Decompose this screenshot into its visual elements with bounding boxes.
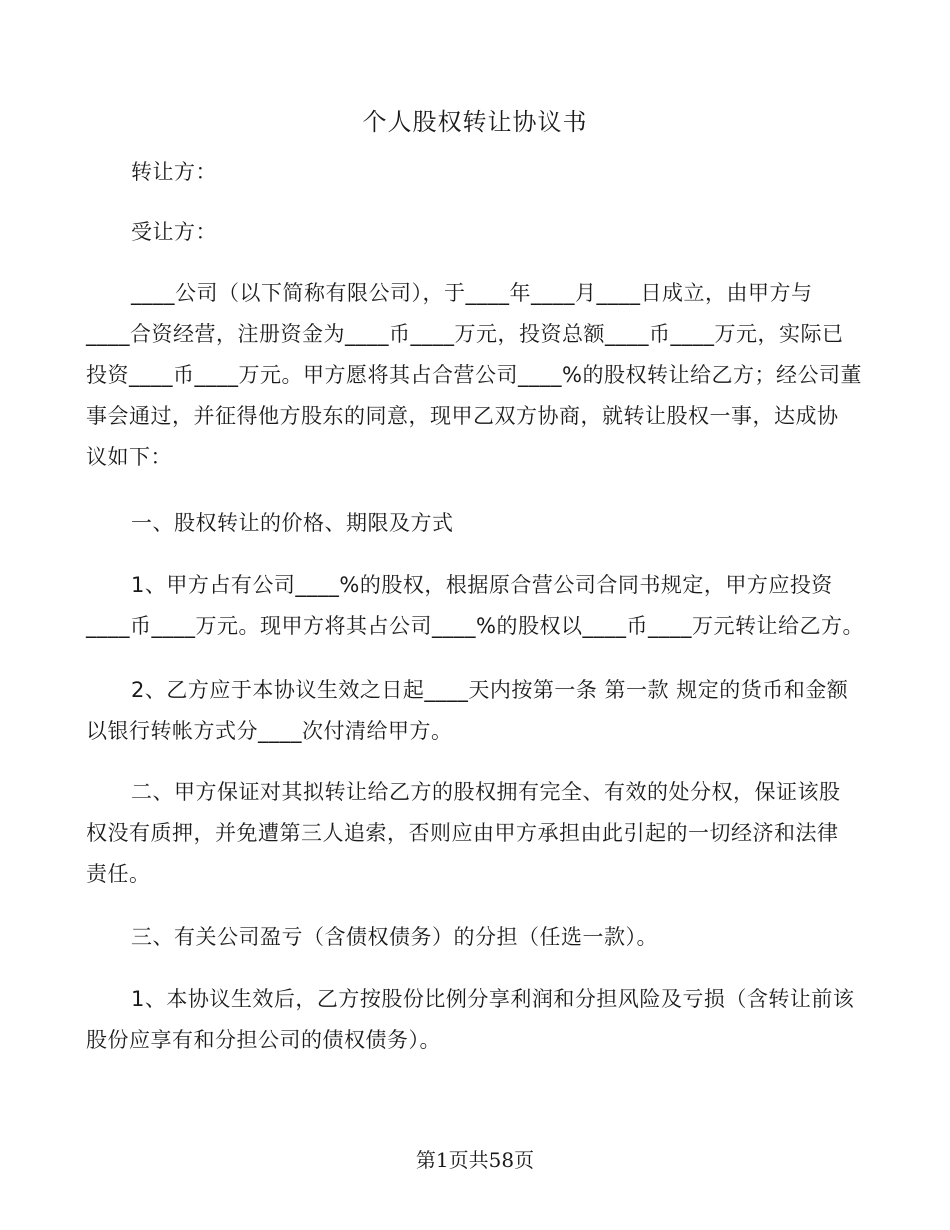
section3-heading: 三、有关公司盈亏（含债权债务）的分担（任选一款）。 [131,925,658,949]
section2-line: 责任。 [86,862,151,886]
intro-line: 事会通过，并征得他方股东的同意，现甲乙双方协商，就转让股权一事，达成协 [86,404,839,428]
intro-line: ____合资经营，注册资金为____币____万元，投资总额____币____万元，实际已 [86,322,844,346]
transferor-label: 转让方： [131,160,217,184]
section1-item1-line: ____币____万元。现甲方将其占公司____%的股权以____币____万元转让给乙方。 [86,614,864,638]
section1-item1-paragraph [86,565,866,647]
section1-heading: 一、股权转让的价格、期限及方式 [131,511,454,535]
page-indicator: 第1页共58页 [415,1148,535,1172]
intro-line: ____公司（以下简称有限公司），于____年____月____日成立，由甲方与 [131,281,813,305]
section3-item1-paragraph [86,979,866,1061]
intro-paragraph [86,273,866,478]
section1-item2-paragraph [86,670,866,752]
section3-item1-line: 股份应享有和分担公司的债权债务）。 [86,1028,441,1052]
section3-item1-line: 1、本协议生效后，乙方按股份比例分享利润和分担风险及亏损（含转让前该 [131,987,855,1011]
transferee-label: 受让方： [131,220,217,244]
section1-item2-line: 以银行转帐方式分____次付清给甲方。 [86,719,453,743]
intro-line: 投资____币____万元。甲方愿将其占合营公司____%的股权转让给乙方；经公司董 [86,363,862,387]
section1-item2-line: 2、乙方应于本协议生效之日起____天内按第一条 第一款 规定的货币和金额 [131,678,849,702]
section2-line: 权没有质押，并免遭第三人追索，否则应由甲方承担由此引起的一切经济和法律 [86,821,839,845]
intro-line: 议如下： [86,445,172,469]
document-title: 个人股权转让协议书 [362,108,588,136]
section2-paragraph [86,772,866,895]
section1-item1-line: 1、甲方占有公司____%的股权，根据原合营公司合同书规定，甲方应投资 [131,573,833,597]
section2-line: 二、甲方保证对其拟转让给乙方的股权拥有完全、有效的处分权，保证该股 [131,780,841,804]
